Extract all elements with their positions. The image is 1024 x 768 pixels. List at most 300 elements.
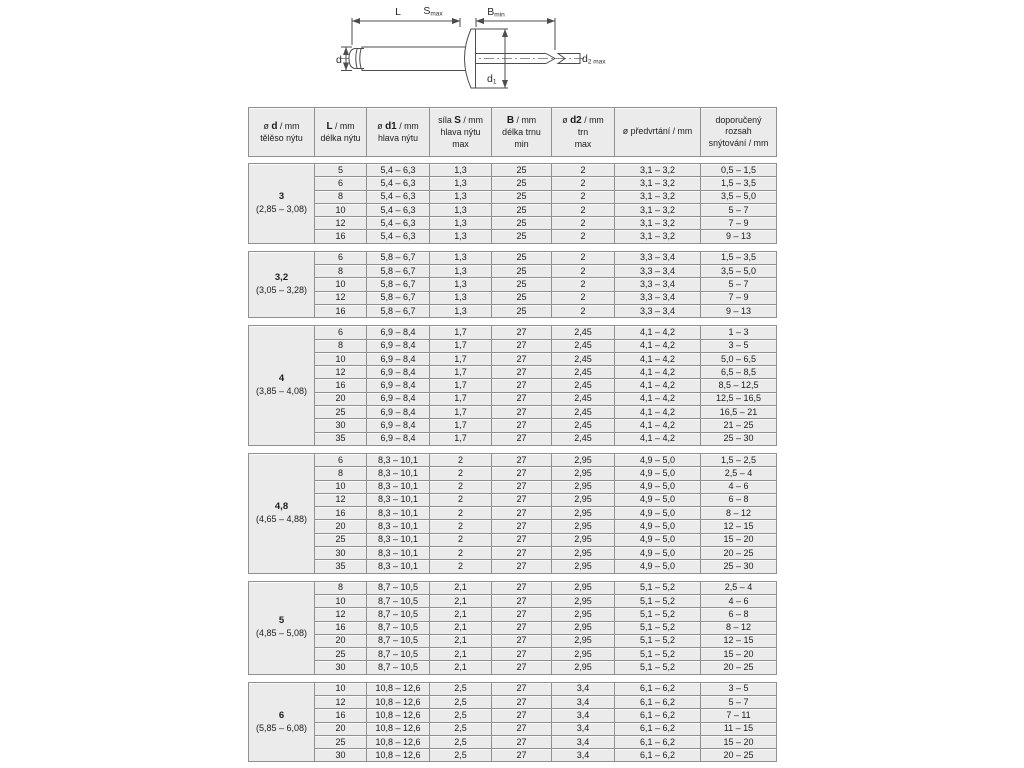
table-cell: 27 [492,352,552,365]
table-cell: 16 [315,379,367,392]
table-cell: 7 – 11 [701,709,777,722]
table-cell: 6 – 8 [701,493,777,506]
table-cell: 27 [492,682,552,695]
table-cell: 5,4 – 6,3 [367,177,430,190]
table-cell: 12 [315,695,367,708]
table-cell: 5 – 7 [701,278,777,291]
table-cell: 6 [315,251,367,264]
table-cell: 2 [552,190,615,203]
dim-label-L: L [395,6,401,18]
table-row [249,230,777,243]
table-cell: 27 [492,379,552,392]
table-cell: 27 [492,547,552,560]
table-cell: 27 [492,621,552,634]
table-cell: 1,5 – 3,5 [701,177,777,190]
table-cell: 27 [492,339,552,352]
column-header: síla S / mm hlava nýtu max [430,108,492,157]
table-cell: 4 – 6 [701,480,777,493]
table-cell: 35 [315,560,367,573]
table-cell: 4,1 – 4,2 [615,339,701,352]
table-cell: 16 [315,304,367,317]
table-cell: 3,4 [552,682,615,695]
table-cell: 5,1 – 5,2 [615,608,701,621]
table-cell: 27 [492,366,552,379]
table-row [249,581,777,594]
table-cell: 25 [492,265,552,278]
table-cell: 3,3 – 3,4 [615,304,701,317]
table-cell: 4,9 – 5,0 [615,467,701,480]
table-cell: 6,9 – 8,4 [367,392,430,405]
table-cell: 2,45 [552,366,615,379]
table-cell: 10,8 – 12,6 [367,735,430,748]
size-value: 5 [278,615,285,627]
table-cell: 27 [492,432,552,445]
table-cell: 27 [492,493,552,506]
table-cell: 2,45 [552,379,615,392]
table-cell: 8 [315,265,367,278]
table-cell: 5 – 7 [701,695,777,708]
table-cell: 5,0 – 6,5 [701,352,777,365]
size-group-cell [249,326,315,446]
table-cell: 2 [552,164,615,177]
table-cell: 1,7 [430,326,492,339]
table-cell: 5,1 – 5,2 [615,661,701,674]
rivet-size-block [248,163,777,244]
table-cell: 1,3 [430,217,492,230]
table-cell: 2,95 [552,467,615,480]
table-row [249,467,777,480]
table-cell: 3,4 [552,749,615,762]
size-group-cell [249,251,315,317]
table-cell: 5,1 – 5,2 [615,648,701,661]
table-cell: 7 – 9 [701,291,777,304]
table-cell: 5,1 – 5,2 [615,581,701,594]
table-row [249,594,777,607]
table-cell: 6,9 – 8,4 [367,326,430,339]
rivet-size-block [248,453,777,574]
table-cell: 16 [315,621,367,634]
table-cell: 4,1 – 4,2 [615,326,701,339]
table-cell: 4 – 6 [701,594,777,607]
table-row [249,419,777,432]
table-cell: 1,7 [430,419,492,432]
table-cell: 6,1 – 6,2 [615,682,701,695]
table-cell: 1,3 [430,304,492,317]
table-cell: 1,7 [430,339,492,352]
table-cell: 2,1 [430,634,492,647]
table-cell: 2 [430,480,492,493]
table-cell: 8,7 – 10,5 [367,621,430,634]
table-cell: 1,7 [430,392,492,405]
table-cell: 2,95 [552,480,615,493]
table-cell: 6,1 – 6,2 [615,749,701,762]
table-cell: 6,9 – 8,4 [367,419,430,432]
table-row [249,634,777,647]
table-row [249,749,777,762]
table-cell: 3,3 – 3,4 [615,291,701,304]
table-cell: 27 [492,749,552,762]
table-cell: 10,8 – 12,6 [367,682,430,695]
table-cell: 1,3 [430,251,492,264]
dim-label-d1: d1 [487,73,497,86]
table-cell: 25 [492,164,552,177]
table-cell: 12 [315,608,367,621]
table-row [249,608,777,621]
table-cell: 5,1 – 5,2 [615,621,701,634]
size-group-cell [249,453,315,573]
table-cell: 25 [315,533,367,546]
table-cell: 27 [492,608,552,621]
table-cell: 27 [492,507,552,520]
table-cell: 4,1 – 4,2 [615,432,701,445]
table-row [249,251,777,264]
table-cell: 2 [430,493,492,506]
table-cell: 8 [315,339,367,352]
table-cell: 8 – 12 [701,507,777,520]
table-row [249,406,777,419]
table-cell: 2,1 [430,621,492,634]
table-cell: 4,9 – 5,0 [615,560,701,573]
table-cell: 27 [492,735,552,748]
table-cell: 2,1 [430,608,492,621]
table-cell: 8,3 – 10,1 [367,547,430,560]
table-cell: 2,1 [430,661,492,674]
table-cell: 2 [552,291,615,304]
column-header: ø předvrtání / mm [615,108,701,157]
table-row [249,480,777,493]
size-tolerance-range: (2,85 – 3,08) [255,203,308,214]
table-cell: 2 [552,251,615,264]
table-cell: 6,9 – 8,4 [367,339,430,352]
table-cell: 2 [430,507,492,520]
table-cell: 11 – 15 [701,722,777,735]
table-cell: 8,3 – 10,1 [367,493,430,506]
table-cell: 15 – 20 [701,648,777,661]
header-row [249,108,777,157]
table-cell: 5,4 – 6,3 [367,217,430,230]
table-row [249,533,777,546]
size-value: 6 [278,709,285,721]
table-cell: 2 [430,560,492,573]
table-cell: 2 [430,533,492,546]
size-tolerance-range: (3,05 – 3,28) [255,285,308,296]
table-cell: 4,1 – 4,2 [615,379,701,392]
table-cell: 25 [315,406,367,419]
table-cell: 27 [492,634,552,647]
table-cell: 3,3 – 3,4 [615,265,701,278]
table-cell: 1,3 [430,278,492,291]
size-tolerance-range: (4,85 – 5,08) [255,628,308,639]
dim-label-S: Smax [423,5,443,18]
column-header: ø d1 / mm hlava nýtu [367,108,430,157]
table-cell: 2 [552,177,615,190]
table-cell: 1,3 [430,265,492,278]
table-cell: 6 [315,326,367,339]
rivet-body [362,47,466,71]
table-row [249,560,777,573]
table-cell: 1,7 [430,352,492,365]
table-cell: 3,1 – 3,2 [615,230,701,243]
table-body-blocks [248,163,776,762]
table-cell: 12 [315,493,367,506]
table-row [249,366,777,379]
table-cell: 4,9 – 5,0 [615,453,701,466]
table-cell: 12 [315,366,367,379]
table-cell: 6,9 – 8,4 [367,432,430,445]
table-cell: 4,9 – 5,0 [615,480,701,493]
table-cell: 6 – 8 [701,608,777,621]
dim-label-d2: d2 max [582,53,606,66]
table-cell: 2 [552,304,615,317]
table-header [248,107,777,157]
table-cell: 2,95 [552,594,615,607]
table-cell: 27 [492,480,552,493]
table-row [249,339,777,352]
table-row [249,648,777,661]
table-row [249,621,777,634]
table-cell: 2,95 [552,634,615,647]
table-row [249,304,777,317]
table-cell: 2 [430,453,492,466]
table-cell: 27 [492,520,552,533]
table-cell: 1,5 – 3,5 [701,251,777,264]
table-cell: 20 [315,634,367,647]
table-cell: 1,7 [430,432,492,445]
table-cell: 2,5 – 4 [701,467,777,480]
table-row [249,326,777,339]
table-cell: 5,4 – 6,3 [367,230,430,243]
table-cell: 12 – 15 [701,634,777,647]
table-cell: 8,3 – 10,1 [367,533,430,546]
table-cell: 1,7 [430,406,492,419]
size-tolerance-range: (4,65 – 4,88) [255,513,308,524]
table-cell: 4,9 – 5,0 [615,533,701,546]
table-cell: 2,95 [552,547,615,560]
table-row [249,177,777,190]
table-cell: 2,5 – 4 [701,581,777,594]
table-cell: 25 [492,177,552,190]
table-cell: 1,3 [430,291,492,304]
table-row [249,432,777,445]
table-cell: 2 [430,520,492,533]
table-cell: 2,45 [552,419,615,432]
table-cell: 30 [315,547,367,560]
table-cell: 5 [315,164,367,177]
table-cell: 2,95 [552,533,615,546]
table-cell: 8 [315,467,367,480]
table-cell: 25 [315,735,367,748]
table-cell: 12 – 15 [701,520,777,533]
table-cell: 27 [492,453,552,466]
table-cell: 6 [315,453,367,466]
table-cell: 35 [315,432,367,445]
table-cell: 8 [315,190,367,203]
table-cell: 20 – 25 [701,749,777,762]
table-cell: 2,5 [430,749,492,762]
table-cell: 16 [315,507,367,520]
table-cell: 10 [315,480,367,493]
table-cell: 8,3 – 10,1 [367,507,430,520]
table-cell: 3,4 [552,709,615,722]
table-cell: 20 [315,722,367,735]
table-cell: 12,5 – 16,5 [701,392,777,405]
table-cell: 5,8 – 6,7 [367,304,430,317]
rivet-diagram [336,2,616,102]
table-cell: 25 – 30 [701,560,777,573]
table-cell: 1,3 [430,190,492,203]
table-cell: 27 [492,406,552,419]
table-cell: 6,9 – 8,4 [367,352,430,365]
table-cell: 8,7 – 10,5 [367,594,430,607]
rivet-size-block [248,581,777,675]
dim-label-d: d [336,54,342,66]
table-cell: 1,3 [430,230,492,243]
table-cell: 15 – 20 [701,735,777,748]
table-row [249,379,777,392]
table-cell: 5,8 – 6,7 [367,265,430,278]
table-cell: 8,3 – 10,1 [367,480,430,493]
table-cell: 3,3 – 3,4 [615,251,701,264]
table-cell: 20 – 25 [701,661,777,674]
table-cell: 2,1 [430,648,492,661]
table-cell: 2,5 [430,722,492,735]
table-cell: 2,95 [552,608,615,621]
table-cell: 12 [315,217,367,230]
table-cell: 30 [315,661,367,674]
table-cell: 8,3 – 10,1 [367,453,430,466]
table-cell: 2,45 [552,339,615,352]
table-row [249,278,777,291]
table-cell: 5 – 7 [701,203,777,216]
table-cell: 4,1 – 4,2 [615,366,701,379]
table-cell: 1,3 [430,177,492,190]
table-cell: 2 [552,217,615,230]
table-cell: 2 [552,230,615,243]
table-cell: 2 [430,467,492,480]
table-cell: 25 [492,251,552,264]
table-cell: 25 [492,304,552,317]
table-cell: 5,4 – 6,3 [367,164,430,177]
table-cell: 2,5 [430,682,492,695]
table-cell: 8,7 – 10,5 [367,608,430,621]
table-cell: 9 – 13 [701,230,777,243]
rivet-spec-table [248,107,776,762]
table-row [249,291,777,304]
table-cell: 27 [492,709,552,722]
table-cell: 8,3 – 10,1 [367,520,430,533]
table-row [249,352,777,365]
table-cell: 2,95 [552,648,615,661]
table-row [249,661,777,674]
table-cell: 30 [315,419,367,432]
table-cell: 5,4 – 6,3 [367,190,430,203]
rivet-size-block [248,325,777,446]
table-cell: 21 – 25 [701,419,777,432]
table-cell: 27 [492,661,552,674]
table-cell: 27 [492,326,552,339]
table-cell: 2,95 [552,453,615,466]
table-cell: 6,1 – 6,2 [615,709,701,722]
table-cell: 10,8 – 12,6 [367,709,430,722]
table-cell: 1,7 [430,366,492,379]
table-cell: 8,7 – 10,5 [367,581,430,594]
table-cell: 2,95 [552,507,615,520]
table-row [249,164,777,177]
table-cell: 6,9 – 8,4 [367,379,430,392]
table-cell: 20 [315,392,367,405]
table-row [249,547,777,560]
table-cell: 10,8 – 12,6 [367,695,430,708]
table-cell: 4,9 – 5,0 [615,507,701,520]
size-tolerance-range: (5,85 – 6,08) [255,722,308,733]
table-cell: 25 [492,278,552,291]
table-cell: 8,7 – 10,5 [367,648,430,661]
table-cell: 2,95 [552,581,615,594]
table-cell: 8,5 – 12,5 [701,379,777,392]
table-cell: 25 [492,203,552,216]
table-cell: 8,3 – 10,1 [367,467,430,480]
table-cell: 3,4 [552,722,615,735]
table-cell: 2,95 [552,621,615,634]
table-cell: 3,1 – 3,2 [615,203,701,216]
table-cell: 6,5 – 8,5 [701,366,777,379]
table-cell: 1 – 3 [701,326,777,339]
table-cell: 2,45 [552,352,615,365]
table-cell: 2 [552,278,615,291]
table-cell: 2,5 [430,695,492,708]
table-row [249,203,777,216]
table-row [249,695,777,708]
table-cell: 25 [315,648,367,661]
table-cell: 10 [315,594,367,607]
table-cell: 6,1 – 6,2 [615,735,701,748]
table-cell: 3,1 – 3,2 [615,217,701,230]
size-tolerance-range: (3,85 – 4,08) [255,386,308,397]
table-cell: 2 [552,203,615,216]
table-cell: 25 [492,190,552,203]
size-group-cell [249,164,315,244]
table-row [249,682,777,695]
table-cell: 8,7 – 10,5 [367,661,430,674]
table-cell: 3,5 – 5,0 [701,190,777,203]
rivet-size-block [248,251,777,318]
table-cell: 25 [492,291,552,304]
table-cell: 10,8 – 12,6 [367,749,430,762]
table-row [249,265,777,278]
table-cell: 9 – 13 [701,304,777,317]
table-row [249,507,777,520]
table-row [249,190,777,203]
table-cell: 5,8 – 6,7 [367,278,430,291]
table-row [249,722,777,735]
size-value: 4 [278,373,285,385]
table-cell: 2 [430,547,492,560]
table-cell: 16 [315,709,367,722]
table-cell: 25 [492,217,552,230]
table-cell: 3,1 – 3,2 [615,177,701,190]
table-cell: 8 – 12 [701,621,777,634]
dim-label-B: Bmin [487,6,505,19]
table-cell: 2,95 [552,661,615,674]
table-cell: 10 [315,682,367,695]
table-cell: 8,7 – 10,5 [367,634,430,647]
table-cell: 6,1 – 6,2 [615,695,701,708]
table-row [249,735,777,748]
column-header: doporučený rozsah snýtování / mm [701,108,777,157]
rivet-size-block [248,682,777,763]
table-cell: 27 [492,722,552,735]
table-cell: 2,95 [552,493,615,506]
